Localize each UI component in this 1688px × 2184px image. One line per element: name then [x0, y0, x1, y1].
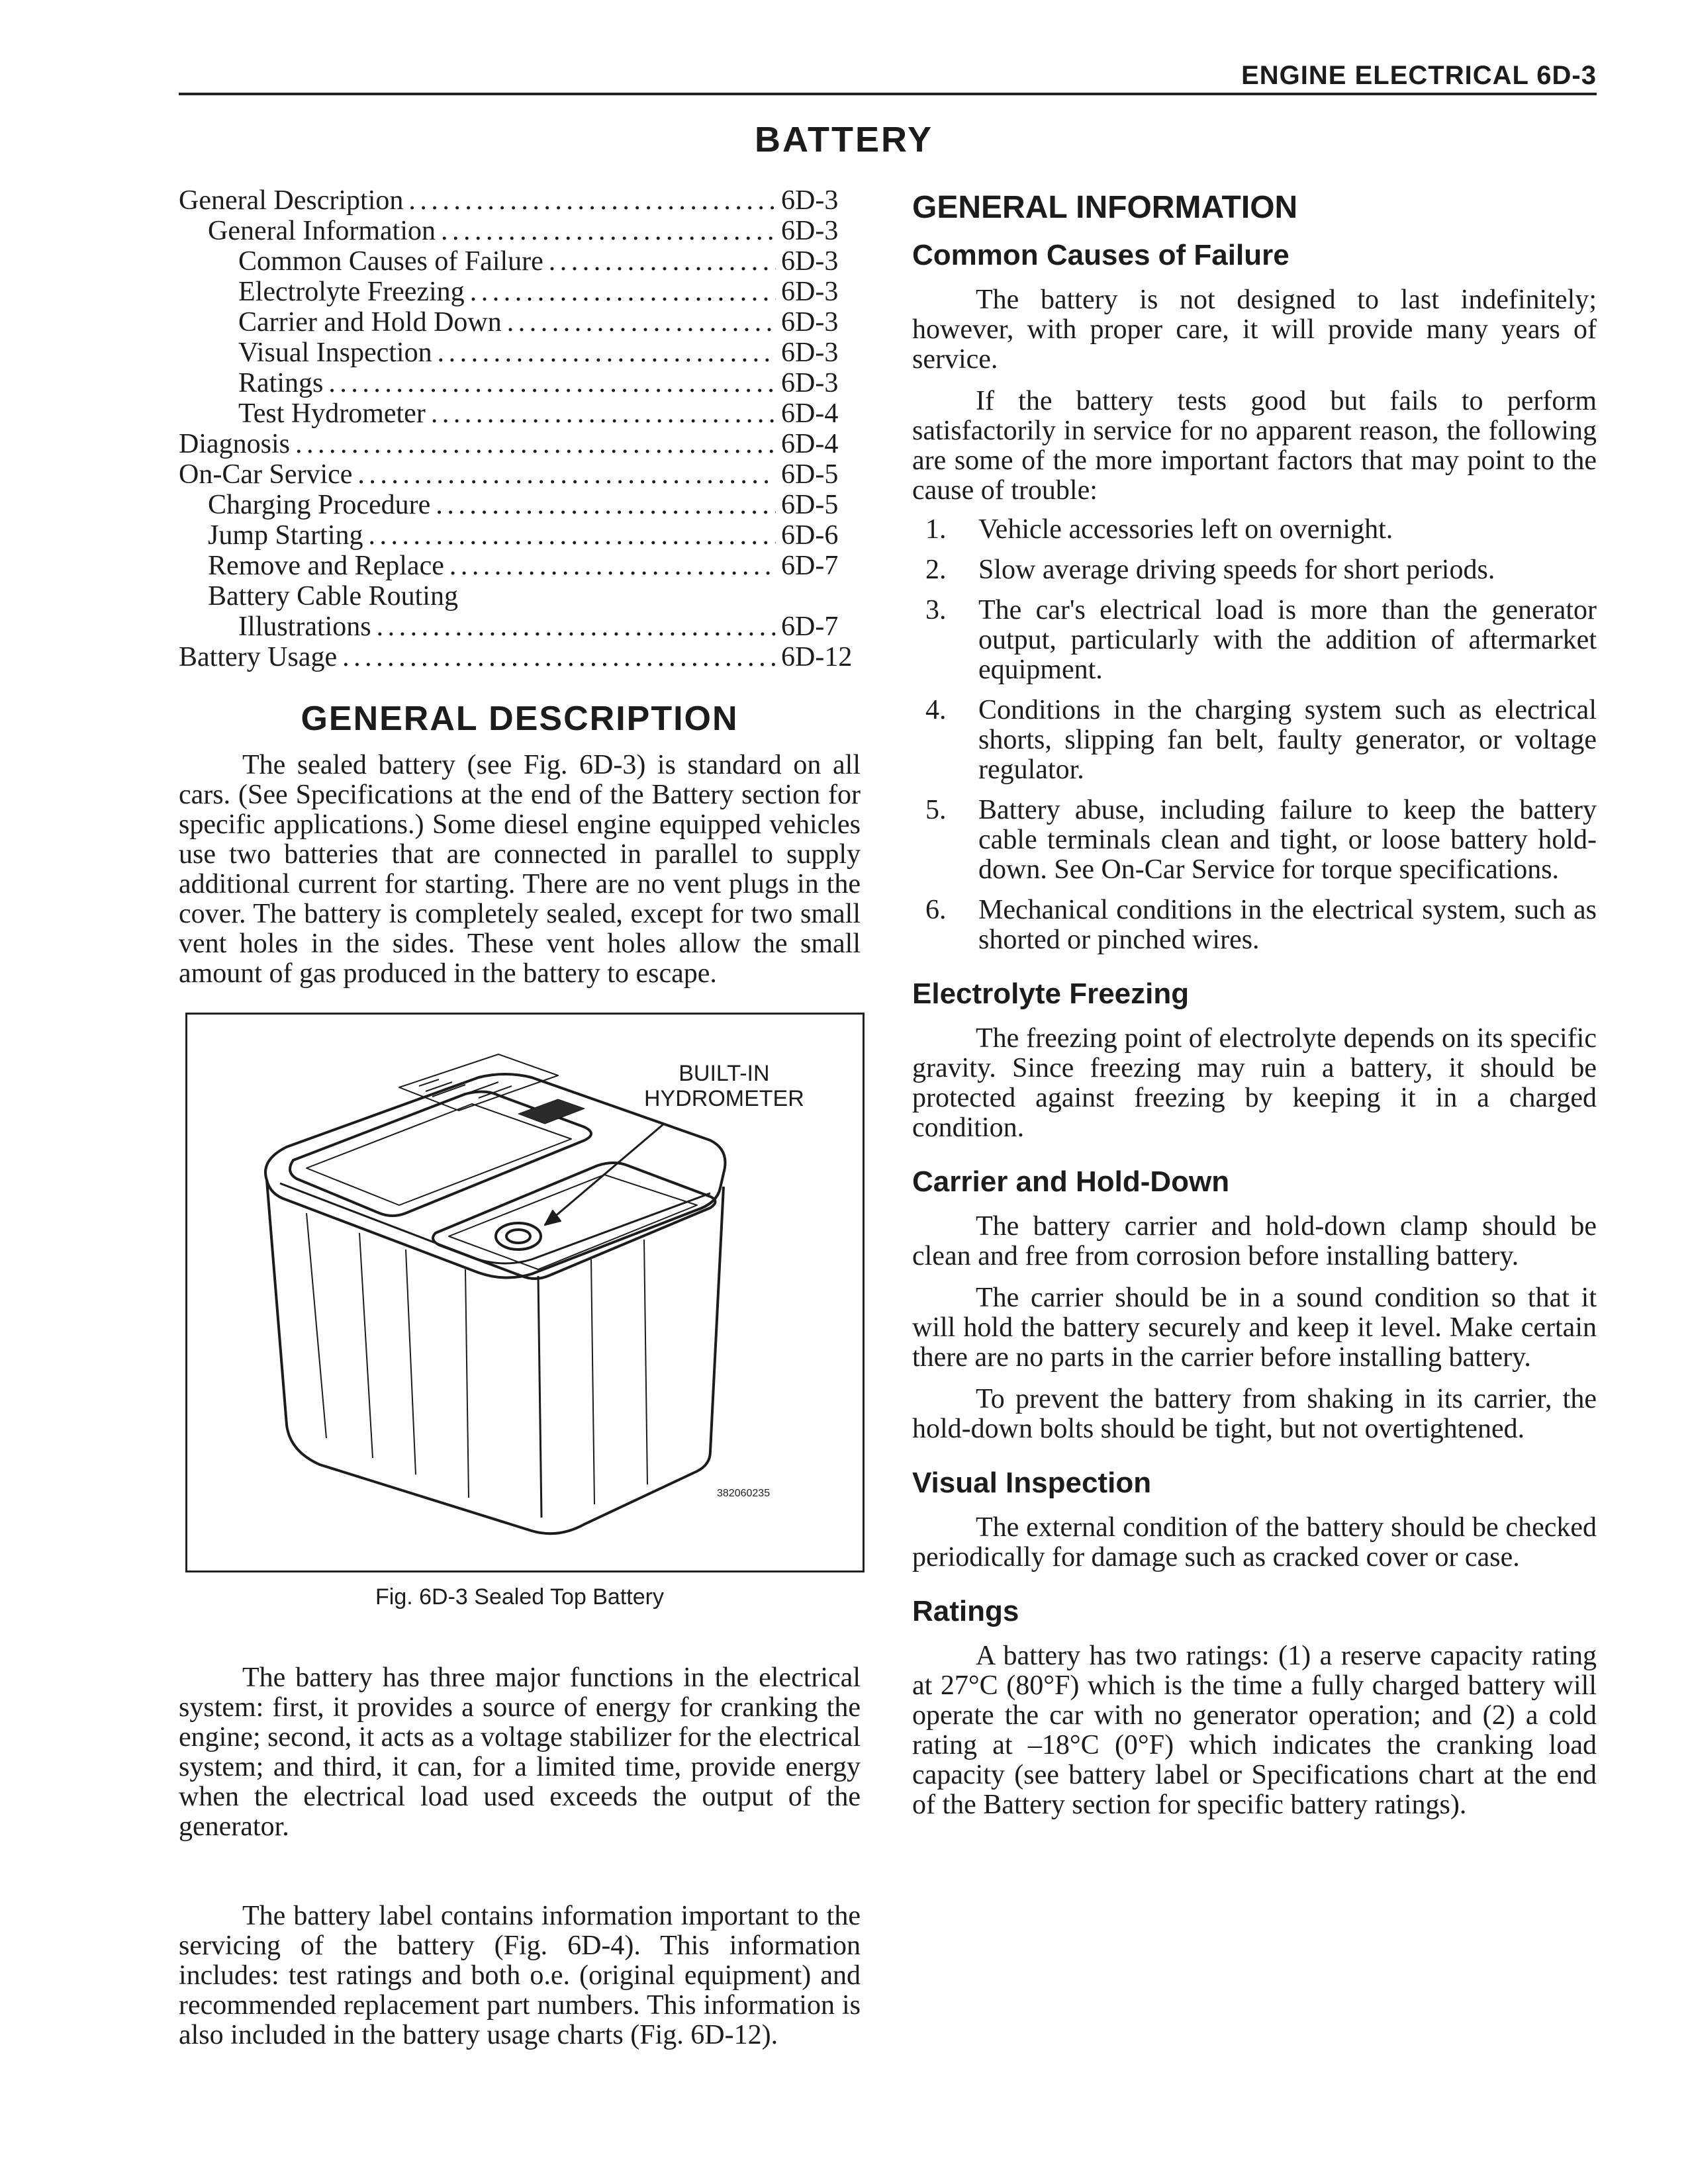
general-information-heading: GENERAL INFORMATION: [912, 190, 1298, 225]
battery-figure: [185, 1013, 865, 1572]
toc-item[interactable]: Jump Starting . . . 6D-6: [179, 520, 861, 551]
list-item: 3. The car's electrical load is more than the generator output, particularly with the addition of aftermarket equipment.: [925, 595, 1597, 685]
list-item: 5. Battery abuse, including failure to keep the battery cable terminals clean and tight, or loose battery hold-down. See On-Car Service for torque specifications.: [925, 795, 1597, 885]
header-rule: [179, 93, 1597, 95]
electrolyte-freezing-paragraph: The freezing point of electrolyte depends on its specific gravity. Since freezing may ruin a battery, it should be protected against freezing by keeping it in a charged condition.: [912, 1023, 1597, 1143]
electrolyte-freezing-heading: Electrolyte Freezing: [912, 978, 1190, 1010]
toc-item[interactable]: Diagnosis . . . 6D-4: [179, 429, 861, 459]
failure-causes-list: [912, 515, 1597, 955]
list-item: 6. Mechanical conditions in the electrical system, such as shorted or pinched wires.: [925, 895, 1597, 955]
figure-code: 382060235: [717, 1488, 771, 1499]
figure-caption: Fig. 6D-3 Sealed Top Battery: [375, 1584, 664, 1610]
toc-item[interactable]: Visual Inspection . . . 6D-3: [179, 338, 861, 368]
carrier-holddown-heading: Carrier and Hold-Down: [912, 1165, 1230, 1198]
common-causes-paragraph: If the battery tests good but fails to perform satisfactorily in service for no apparent reason, the following are some of the more important factors that may point to the cause of trouble:: [912, 386, 1597, 506]
toc-item[interactable]: Battery Cable Routing: [208, 581, 458, 612]
right-column: [912, 189, 1597, 1820]
toc-item[interactable]: Ratings . . . 6D-3: [179, 368, 861, 398]
carrier-paragraph: The battery carrier and hold-down clamp should be clean and free from corrosion before installing battery.: [912, 1211, 1597, 1271]
toc-item[interactable]: Carrier and Hold Down . . . 6D-3: [179, 307, 861, 338]
general-description-heading: GENERAL DESCRIPTION: [301, 700, 739, 738]
battery-functions-paragraph: The battery has three major functions in the electrical system: first, it provides a source of energy for cranking the engine; second, it acts as a voltage stabilizer for the electrical system; and third, it can, for a limited time, provide energy when the electrical load used exceeds the output of the generator.: [179, 1662, 861, 1842]
toc-item[interactable]: Electrolyte Freezing . . . 6D-3: [179, 277, 861, 307]
general-description-paragraph: The sealed battery (see Fig. 6D-3) is standard on all cars. (See Specifications at the end of the Battery section for specific applications.) Some diesel engine equipped vehicles use two batteries that are connected in parallel to supply additional current for starting. There are no vent plugs in the cover. The battery is completely sealed, except for two small vent holes in the sides. These vent holes allow the small amount of gas produced in the battery to escape.: [179, 750, 861, 989]
toc-item[interactable]: Battery Usage . . . 6D-12: [179, 642, 861, 672]
list-item: 2. Slow average driving speeds for short periods.: [925, 555, 1495, 585]
list-item: 1. Vehicle accessories left on overnight.: [925, 514, 1393, 545]
toc-item[interactable]: General Information . . . 6D-3: [179, 216, 861, 246]
carrier-paragraph: To prevent the battery from shaking in its carrier, the hold-down bolts should be tight, but not overtightened.: [912, 1384, 1597, 1444]
ratings-paragraph: A battery has two ratings: (1) a reserve capacity rating at 27°C (80°F) which is the time a fully charged battery will operate the car with no generator operation; and (2) a cold rating at –18°C (0°F) which indicates the cranking load capacity (see battery label or Specifications chart at the end of the Battery section for specific battery ratings).: [912, 1641, 1597, 1820]
left-column: [179, 185, 861, 2050]
toc-item[interactable]: Remove and Replace . . . 6D-7: [179, 551, 861, 581]
toc-item[interactable]: Charging Procedure . . . 6D-5: [179, 490, 861, 520]
battery-label-paragraph: The battery label contains information important to the servicing of the battery (Fig. 6D-4). This information includes: test ratings and both o.e. (original equipment) and recommended replacement part numbers. This information is also included in the battery usage charts (Fig. 6D-12).: [179, 1901, 861, 2050]
carrier-paragraph: The carrier should be in a sound condition so that it will hold the battery securely and keep it level. Make certain there are no parts in the carrier before installing battery.: [912, 1283, 1597, 1373]
common-causes-paragraph: The battery is not designed to last indefinitely; however, with proper care, it will provide many years of service.: [912, 285, 1597, 375]
figure-callout: BUILT-IN HYDROMETER: [644, 1061, 804, 1111]
visual-inspection-heading: Visual Inspection: [912, 1467, 1152, 1499]
toc-item[interactable]: On-Car Service . . . 6D-5: [179, 459, 861, 490]
list-item: 4. Conditions in the charging system such as electrical shorts, slipping fan belt, faulty generator, or voltage regulator.: [925, 695, 1597, 785]
toc-item[interactable]: Illustrations . . . 6D-7: [179, 612, 861, 642]
ratings-heading: Ratings: [912, 1595, 1019, 1627]
common-causes-heading: Common Causes of Failure: [912, 239, 1289, 271]
toc-item[interactable]: Test Hydrometer . . . 6D-4: [179, 398, 861, 429]
toc-item[interactable]: General Description . . . 6D-3: [179, 185, 861, 216]
running-header: ENGINE ELECTRICAL 6D-3: [1241, 61, 1597, 90]
visual-inspection-paragraph: The external condition of the battery should be checked periodically for damage such as cracked cover or case.: [912, 1512, 1597, 1572]
section-title: BATTERY: [755, 120, 933, 159]
table-of-contents: [179, 185, 861, 672]
toc-item[interactable]: Common Causes of Failure . . . 6D-3: [179, 246, 861, 277]
